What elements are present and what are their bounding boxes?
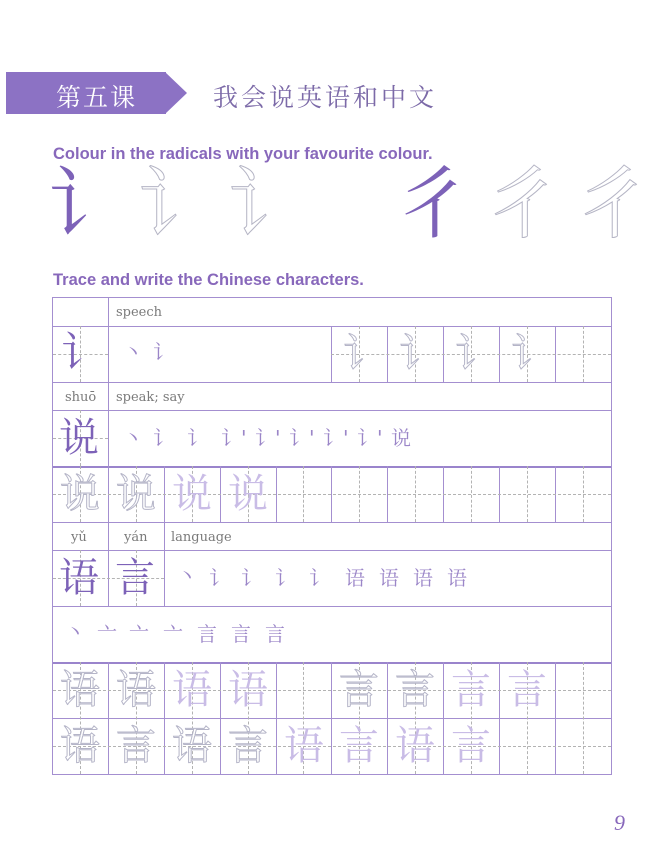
stroke-step: 讠 bbox=[241, 566, 261, 590]
stroke-step: 丶 bbox=[65, 620, 85, 644]
page-number: 9 bbox=[614, 810, 625, 835]
stroke-step: 讠 bbox=[153, 426, 173, 450]
trace-char[interactable]: 语 bbox=[284, 723, 324, 769]
stroke-step: 讠 bbox=[209, 566, 229, 590]
stroke-step: 言 bbox=[231, 622, 251, 646]
trace-char[interactable]: 言 bbox=[395, 667, 435, 713]
trace-char[interactable]: 说 bbox=[228, 471, 268, 517]
stroke-step: 言 bbox=[265, 622, 285, 646]
stroke-step: 语 bbox=[447, 566, 467, 590]
stroke-step: 丶 bbox=[123, 426, 143, 450]
stroke-step: 语 bbox=[413, 566, 433, 590]
trace-char[interactable]: 语 bbox=[228, 667, 268, 713]
stroke-step: 讠' bbox=[289, 426, 315, 450]
trace-char[interactable]: 言 bbox=[339, 667, 379, 713]
stroke-step: 讠 bbox=[275, 566, 295, 590]
trace-char[interactable]: 语 bbox=[60, 667, 100, 713]
trace-char[interactable]: 讠 bbox=[343, 331, 383, 377]
radical-step-outline[interactable]: 彳 bbox=[574, 160, 653, 250]
stroke-step: 讠' bbox=[357, 426, 383, 450]
stroke-step: 言 bbox=[197, 622, 217, 646]
trace-char[interactable]: 言 bbox=[116, 723, 156, 769]
model-char-yan: 言 bbox=[115, 555, 155, 601]
pinyin-shuo: shuō bbox=[65, 390, 97, 405]
stroke-step: 亠 bbox=[129, 622, 149, 646]
trace-char[interactable]: 说 bbox=[116, 471, 156, 517]
stroke-step: 讠' bbox=[323, 426, 349, 450]
radical-step-solid: 彳 bbox=[394, 160, 473, 250]
pinyin-yan: yán bbox=[124, 530, 148, 545]
radical-step-outline[interactable]: 彳 bbox=[484, 160, 563, 250]
trace-char[interactable]: 言 bbox=[507, 667, 547, 713]
meaning-language: language bbox=[171, 530, 232, 545]
stroke-step: 语 bbox=[345, 566, 365, 590]
radical-speech-solid: 讠 bbox=[48, 160, 127, 250]
trace-char[interactable]: 言 bbox=[228, 723, 268, 769]
model-char-yu: 语 bbox=[59, 555, 99, 601]
trace-char[interactable]: 语 bbox=[60, 723, 100, 769]
stroke-step: 讠 bbox=[309, 566, 329, 590]
stroke-step: 讠' bbox=[255, 426, 281, 450]
meaning-speech: speech bbox=[116, 305, 163, 320]
instruction-colour: Colour in the radicals with your favourite colour. bbox=[53, 145, 433, 163]
trace-char[interactable]: 言 bbox=[451, 667, 491, 713]
radical-speech-outline[interactable]: 讠 bbox=[138, 160, 217, 250]
trace-char[interactable]: 讠 bbox=[399, 331, 439, 377]
stroke-step: 亠 bbox=[97, 622, 117, 646]
lesson-label: 第五课 bbox=[56, 83, 138, 112]
stroke-step: 讠 bbox=[153, 340, 173, 364]
radical-speech-outline[interactable]: 讠 bbox=[228, 160, 307, 250]
stroke-step: 讠' bbox=[221, 426, 247, 450]
lesson-title: 我会说英语和中文 bbox=[213, 83, 438, 112]
stroke-step: 说 bbox=[391, 426, 411, 450]
pinyin-yu: yǔ bbox=[71, 530, 87, 545]
trace-char[interactable]: 说 bbox=[60, 471, 100, 517]
model-char-shuo: 说 bbox=[59, 415, 99, 461]
trace-char[interactable]: 说 bbox=[172, 471, 212, 517]
instruction-trace: Trace and write the Chinese characters. bbox=[53, 271, 364, 289]
trace-char[interactable]: 讠 bbox=[511, 331, 551, 377]
trace-char[interactable]: 语 bbox=[395, 723, 435, 769]
model-char-radical: 讠 bbox=[61, 328, 104, 377]
trace-char[interactable]: 语 bbox=[172, 667, 212, 713]
stroke-step: 亠 bbox=[163, 622, 183, 646]
trace-char[interactable]: 语 bbox=[116, 667, 156, 713]
meaning-speak: speak; say bbox=[116, 390, 185, 405]
practice-grid bbox=[52, 297, 612, 775]
trace-char[interactable]: 言 bbox=[451, 723, 491, 769]
stroke-step: 丶 bbox=[177, 564, 197, 588]
trace-char[interactable]: 讠 bbox=[455, 331, 495, 377]
stroke-step: 丶 bbox=[123, 340, 143, 364]
stroke-step: 讠 bbox=[187, 426, 207, 450]
trace-char[interactable]: 言 bbox=[339, 723, 379, 769]
lesson-banner-arrow bbox=[165, 72, 187, 114]
stroke-step: 语 bbox=[379, 566, 399, 590]
trace-char[interactable]: 语 bbox=[172, 723, 212, 769]
